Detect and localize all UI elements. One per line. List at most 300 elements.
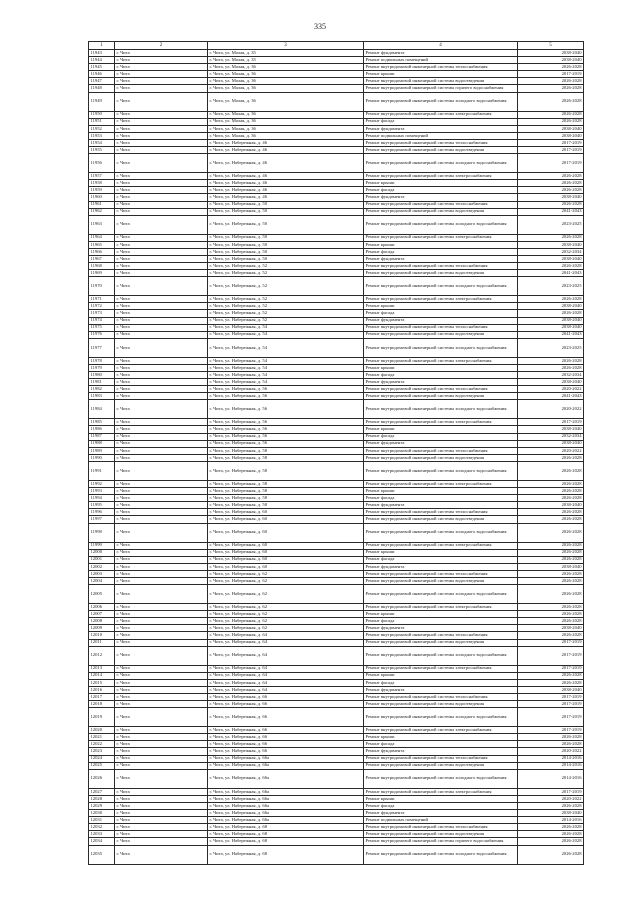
settlement-cell: г. Чита	[115, 679, 208, 686]
work-type-cell: Ремонт внутридомовой инженерной системы теплоснабжения	[364, 694, 518, 701]
settlement-cell: г. Чита	[115, 694, 208, 701]
address-cell: г. Чита, ул. Набережная, д. 60	[208, 549, 364, 556]
settlement-cell: г. Чита	[115, 147, 208, 154]
period-cell: 2026-2028	[518, 516, 584, 523]
row-number-cell: 12011	[89, 639, 115, 646]
table-row	[89, 372, 584, 379]
address-cell: г. Чита, ул. Набережная, д. 66	[208, 701, 364, 708]
settlement-cell: г. Чита	[115, 741, 208, 748]
period-cell: 2020-2022	[518, 748, 584, 755]
row-number-cell: 11944	[89, 57, 115, 64]
work-type-cell: Ремонт крыши	[364, 549, 518, 556]
work-type-cell: Ремонт внутридомовой инженерной системы электроснабжения	[364, 480, 518, 487]
row-number-cell: 12021	[89, 734, 115, 741]
period-cell: 2020-2022	[518, 386, 584, 393]
table-row	[89, 50, 584, 57]
work-type-cell: Ремонт крыши	[364, 241, 518, 248]
period-cell: 2032-2034	[518, 433, 584, 440]
address-cell: г. Чита, ул. Малая, д. 35	[208, 50, 364, 57]
settlement-cell: г. Чита	[115, 125, 208, 132]
address-cell: г. Чита, ул. Набережная, д. 46	[208, 154, 364, 173]
work-type-cell: Ремонт внутридомовой инженерной системы водоотведения	[364, 762, 518, 769]
settlement-cell: г. Чита	[115, 748, 208, 755]
address-cell: г. Чита, ул. Набережная, д. 56	[208, 440, 364, 447]
table-row	[89, 632, 584, 639]
page-number: 335	[314, 22, 326, 31]
row-number-cell: 12015	[89, 679, 115, 686]
address-cell: г. Чита, ул. Набережная, д. 66а	[208, 817, 364, 824]
settlement-cell: г. Чита	[115, 71, 208, 78]
row-number-cell: 12029	[89, 802, 115, 809]
row-number-cell: 11998	[89, 523, 115, 542]
column-header-4: 4	[364, 42, 518, 50]
settlement-cell: г. Чита	[115, 255, 208, 262]
table-row	[89, 795, 584, 802]
work-type-cell: Ремонт внутридомовой инженерной системы теплоснабжения	[364, 386, 518, 393]
row-number-cell: 11946	[89, 71, 115, 78]
row-number-cell: 11945	[89, 64, 115, 71]
table-row	[89, 324, 584, 331]
table-row	[89, 433, 584, 440]
work-type-cell: Ремонт внутридомовой инженерной системы электроснабжения	[364, 788, 518, 795]
row-number-cell: 12007	[89, 611, 115, 618]
settlement-cell: г. Чита	[115, 310, 208, 317]
work-type-cell: Ремонт внутридомовой инженерной системы электроснабжения	[364, 604, 518, 611]
settlement-cell: г. Чита	[115, 303, 208, 310]
settlement-cell: г. Чита	[115, 447, 208, 454]
period-cell: 2032-2034	[518, 248, 584, 255]
settlement-cell: г. Чита	[115, 201, 208, 208]
period-cell: 2026-2028	[518, 454, 584, 461]
work-type-cell: Ремонт внутридомовой инженерной системы электроснабжения	[364, 665, 518, 672]
address-cell: г. Чита, ул. Набережная, д. 68	[208, 838, 364, 845]
address-cell: г. Чита, ул. Набережная, д. 66а	[208, 810, 364, 817]
address-cell: г. Чита, ул. Набережная, д. 56	[208, 419, 364, 426]
settlement-cell: г. Чита	[115, 686, 208, 693]
row-number-cell: 11954	[89, 139, 115, 146]
row-number-cell: 11970	[89, 277, 115, 296]
period-cell: 2026-2028	[518, 201, 584, 208]
address-cell: г. Чита, ул. Набережная, д. 58	[208, 447, 364, 454]
table-row	[89, 665, 584, 672]
work-type-cell: Ремонт внутридомовой инженерной системы горячего водоснабжения	[364, 85, 518, 92]
period-cell: 2038-2040	[518, 194, 584, 201]
work-type-cell: Ремонт фасада	[364, 495, 518, 502]
table-row	[89, 625, 584, 632]
period-cell: 2023-2025	[518, 338, 584, 357]
row-number-cell: 12009	[89, 625, 115, 632]
settlement-cell: г. Чита	[115, 331, 208, 338]
row-number-cell: 12013	[89, 665, 115, 672]
period-cell: 2038-2040	[518, 686, 584, 693]
row-number-cell: 12003	[89, 570, 115, 577]
period-cell: 2038-2040	[518, 440, 584, 447]
work-type-cell: Ремонт фасада	[364, 679, 518, 686]
work-type-cell: Ремонт фасада	[364, 372, 518, 379]
address-cell: г. Чита, ул. Набережная, д. 62	[208, 585, 364, 604]
settlement-cell: г. Чита	[115, 111, 208, 118]
work-type-cell: Ремонт фундамента	[364, 748, 518, 755]
period-cell: 2017-2019	[518, 665, 584, 672]
period-cell: 2014-2016	[518, 817, 584, 824]
settlement-cell: г. Чита	[115, 810, 208, 817]
table-row	[89, 132, 584, 139]
work-type-cell: Ремонт внутридомовой инженерной системы электроснабжения	[364, 419, 518, 426]
work-type-cell: Ремонт фундамента	[364, 317, 518, 324]
period-cell: 2026-2028	[518, 234, 584, 241]
row-number-cell: 12014	[89, 672, 115, 679]
work-type-cell: Ремонт фундамента	[364, 50, 518, 57]
period-cell: 2020-2022	[518, 400, 584, 419]
settlement-cell: г. Чита	[115, 379, 208, 386]
period-cell: 2038-2040	[518, 317, 584, 324]
work-type-cell: Ремонт крыши	[364, 734, 518, 741]
work-type-cell: Ремонт внутридомовой инженерной системы водоотведения	[364, 331, 518, 338]
period-cell: 2020-2022	[518, 447, 584, 454]
table-row	[89, 679, 584, 686]
row-number-cell: 12008	[89, 618, 115, 625]
address-cell: г. Чита, ул. Набережная, д. 56	[208, 393, 364, 400]
row-number-cell: 12034	[89, 838, 115, 845]
table-row	[89, 241, 584, 248]
row-number-cell: 11968	[89, 263, 115, 270]
table-row	[89, 577, 584, 584]
address-cell: г. Чита, ул. Набережная, д. 60	[208, 542, 364, 549]
address-cell: г. Чита, ул. Набережная, д. 50	[208, 248, 364, 255]
row-number-cell: 11980	[89, 372, 115, 379]
row-number-cell: 11943	[89, 50, 115, 57]
row-number-cell: 11974	[89, 317, 115, 324]
settlement-cell: г. Чита	[115, 708, 208, 727]
settlement-cell: г. Чита	[115, 386, 208, 393]
period-cell: 2026-2028	[518, 173, 584, 180]
row-number-cell: 11984	[89, 400, 115, 419]
address-cell: г. Чита, ул. Набережная, д. 64	[208, 632, 364, 639]
period-cell: 2023-2025	[518, 277, 584, 296]
work-type-cell: Ремонт внутридомовой инженерной системы электроснабжения	[364, 111, 518, 118]
table-row	[89, 419, 584, 426]
table-row	[89, 769, 584, 788]
table-row	[89, 71, 584, 78]
settlement-cell: г. Чита	[115, 194, 208, 201]
period-cell: 2026-2028	[518, 180, 584, 187]
table-row	[89, 393, 584, 400]
work-type-cell: Ремонт внутридомовой инженерной системы теплоснабжения	[364, 447, 518, 454]
row-number-cell: 11978	[89, 357, 115, 364]
address-cell: г. Чита, ул. Набережная, д. 54	[208, 338, 364, 357]
settlement-cell: г. Чита	[115, 132, 208, 139]
row-number-cell: 11962	[89, 208, 115, 215]
table-row	[89, 331, 584, 338]
address-cell: г. Чита, ул. Набережная, д. 60	[208, 556, 364, 563]
work-type-cell: Ремонт внутридомовой инженерной системы водоотведения	[364, 454, 518, 461]
settlement-cell: г. Чита	[115, 454, 208, 461]
table-row	[89, 173, 584, 180]
table-row	[89, 180, 584, 187]
address-cell: г. Чита, ул. Набережная, д. 66а	[208, 802, 364, 809]
table-row	[89, 686, 584, 693]
period-cell: 2026-2028	[518, 92, 584, 111]
table-row	[89, 495, 584, 502]
settlement-cell: г. Чита	[115, 372, 208, 379]
row-number-cell: 12001	[89, 556, 115, 563]
address-cell: г. Чита, ул. Набережная, д. 50	[208, 208, 364, 215]
period-cell: 2041-2043	[518, 270, 584, 277]
address-cell: г. Чита, ул. Набережная, д. 64	[208, 639, 364, 646]
work-type-cell: Ремонт фундамента	[364, 625, 518, 632]
settlement-cell: г. Чита	[115, 400, 208, 419]
address-cell: г. Чита, ул. Набережная, д. 60	[208, 509, 364, 516]
settlement-cell: г. Чита	[115, 516, 208, 523]
address-cell: г. Чита, ул. Набережная, д. 64	[208, 686, 364, 693]
work-type-cell: Ремонт внутридомовой инженерной системы теплоснабжения	[364, 824, 518, 831]
column-header-1: 1	[89, 42, 115, 50]
row-number-cell: 12019	[89, 708, 115, 727]
work-type-cell: Ремонт фундамента	[364, 563, 518, 570]
address-cell: г. Чита, ул. Набережная, д. 64	[208, 672, 364, 679]
work-type-cell: Ремонт крыши	[364, 611, 518, 618]
period-cell: 2038-2040	[518, 324, 584, 331]
row-number-cell: 12022	[89, 741, 115, 748]
table-row	[89, 831, 584, 838]
table-row	[89, 57, 584, 64]
row-number-cell: 11963	[89, 215, 115, 234]
address-cell: г. Чита, ул. Набережная, д. 62	[208, 611, 364, 618]
row-number-cell: 12035	[89, 845, 115, 864]
table-row	[89, 755, 584, 762]
row-number-cell: 11977	[89, 338, 115, 357]
period-cell: 2026-2028	[518, 187, 584, 194]
period-cell: 2038-2040	[518, 502, 584, 509]
address-cell: г. Чита, ул. Набережная, д. 66а	[208, 788, 364, 795]
address-cell: г. Чита, ул. Набережная, д. 60	[208, 516, 364, 523]
row-number-cell: 12002	[89, 563, 115, 570]
work-type-cell: Ремонт внутридомовой инженерной системы водоотведения	[364, 701, 518, 708]
settlement-cell: г. Чита	[115, 563, 208, 570]
row-number-cell: 11958	[89, 180, 115, 187]
period-cell: 2026-2028	[518, 556, 584, 563]
table-row	[89, 296, 584, 303]
settlement-cell: г. Чита	[115, 632, 208, 639]
period-cell: 2026-2028	[518, 509, 584, 516]
row-number-cell: 12032	[89, 824, 115, 831]
address-cell: г. Чита, ул. Набережная, д. 52	[208, 277, 364, 296]
settlement-cell: г. Чита	[115, 523, 208, 542]
settlement-cell: г. Чита	[115, 672, 208, 679]
address-cell: г. Чита, ул. Набережная, д. 58	[208, 454, 364, 461]
address-cell: г. Чита, ул. Малая, д. 36	[208, 85, 364, 92]
table-row	[89, 646, 584, 665]
settlement-cell: г. Чита	[115, 426, 208, 433]
table-row	[89, 139, 584, 146]
period-cell: 2026-2028	[518, 734, 584, 741]
row-number-cell: 11971	[89, 296, 115, 303]
period-cell: 2017-2019	[518, 639, 584, 646]
table-row	[89, 85, 584, 92]
table-row	[89, 386, 584, 393]
row-number-cell: 11981	[89, 379, 115, 386]
work-type-cell: Ремонт внутридомовой инженерной системы водоотведения	[364, 577, 518, 584]
settlement-cell: г. Чита	[115, 769, 208, 788]
row-number-cell: 11987	[89, 433, 115, 440]
settlement-cell: г. Чита	[115, 440, 208, 447]
settlement-cell: г. Чита	[115, 208, 208, 215]
table-row	[89, 234, 584, 241]
address-cell: г. Чита, ул. Набережная, д. 68	[208, 845, 364, 864]
settlement-cell: г. Чита	[115, 154, 208, 173]
address-cell: г. Чита, ул. Набережная, д. 60	[208, 563, 364, 570]
period-cell: 2038-2040	[518, 810, 584, 817]
work-type-cell: Ремонт фундамента	[364, 502, 518, 509]
address-cell: г. Чита, ул. Малая, д. 36	[208, 118, 364, 125]
work-type-cell: Ремонт внутридомовой инженерной системы холодного водоснабжения	[364, 523, 518, 542]
row-number-cell: 12033	[89, 831, 115, 838]
work-type-cell: Ремонт внутридомовой инженерной системы теплоснабжения	[364, 324, 518, 331]
work-type-cell: Ремонт внутридомовой инженерной системы электроснабжения	[364, 173, 518, 180]
table-row	[89, 125, 584, 132]
period-cell: 2026-2028	[518, 263, 584, 270]
settlement-cell: г. Чита	[115, 357, 208, 364]
table-row	[89, 317, 584, 324]
period-cell: 2026-2028	[518, 542, 584, 549]
settlement-cell: г. Чита	[115, 241, 208, 248]
address-cell: г. Чита, ул. Малая, д. 36	[208, 64, 364, 71]
table-row	[89, 364, 584, 371]
table-row	[89, 310, 584, 317]
row-number-cell: 12016	[89, 686, 115, 693]
table-row	[89, 516, 584, 523]
settlement-cell: г. Чита	[115, 139, 208, 146]
capital-repair-register-table	[88, 41, 584, 865]
table-row	[89, 64, 584, 71]
table-row	[89, 570, 584, 577]
row-number-cell: 11975	[89, 324, 115, 331]
period-cell: 2038-2040	[518, 379, 584, 386]
table-row	[89, 523, 584, 542]
settlement-cell: г. Чита	[115, 802, 208, 809]
work-type-cell: Ремонт внутридомовой инженерной системы холодного водоснабжения	[364, 708, 518, 727]
row-number-cell: 11955	[89, 147, 115, 154]
work-type-cell: Ремонт внутридомовой инженерной системы теплоснабжения	[364, 755, 518, 762]
settlement-cell: г. Чита	[115, 611, 208, 618]
work-type-cell: Ремонт внутридомовой инженерной системы водоотведения	[364, 831, 518, 838]
period-cell: 2038-2040	[518, 57, 584, 64]
table-row	[89, 447, 584, 454]
column-header-3: 3	[208, 42, 364, 50]
table-row	[89, 708, 584, 727]
settlement-cell: г. Чита	[115, 542, 208, 549]
address-cell: г. Чита, ул. Малая, д. 36	[208, 78, 364, 85]
settlement-cell: г. Чита	[115, 755, 208, 762]
settlement-cell: г. Чита	[115, 324, 208, 331]
work-type-cell: Ремонт подвальных помещений	[364, 817, 518, 824]
address-cell: г. Чита, ул. Набережная, д. 62	[208, 604, 364, 611]
table-row	[89, 810, 584, 817]
address-cell: г. Чита, ул. Набережная, д. 50	[208, 255, 364, 262]
period-cell: 2026-2028	[518, 310, 584, 317]
table-row	[89, 488, 584, 495]
table-row	[89, 542, 584, 549]
settlement-cell: г. Чита	[115, 85, 208, 92]
table-row	[89, 426, 584, 433]
work-type-cell: Ремонт внутридомовой инженерной системы холодного водоснабжения	[364, 845, 518, 864]
row-number-cell: 12012	[89, 646, 115, 665]
row-number-cell: 11961	[89, 201, 115, 208]
row-number-cell: 11988	[89, 440, 115, 447]
table-row	[89, 480, 584, 487]
period-cell: 2038-2040	[518, 125, 584, 132]
address-cell: г. Чита, ул. Набережная, д. 52	[208, 270, 364, 277]
work-type-cell: Ремонт внутридомовой инженерной системы электроснабжения	[364, 234, 518, 241]
period-cell: 2026-2028	[518, 549, 584, 556]
row-number-cell: 11994	[89, 495, 115, 502]
settlement-cell: г. Чита	[115, 296, 208, 303]
row-number-cell: 12031	[89, 817, 115, 824]
period-cell: 2032-2034	[518, 372, 584, 379]
row-number-cell: 11967	[89, 255, 115, 262]
work-type-cell: Ремонт фасада	[364, 248, 518, 255]
row-number-cell: 11969	[89, 270, 115, 277]
work-type-cell: Ремонт внутридомовой инженерной системы холодного водоснабжения	[364, 461, 518, 480]
address-cell: г. Чита, ул. Набережная, д. 66	[208, 708, 364, 727]
row-number-cell: 11965	[89, 241, 115, 248]
address-cell: г. Чита, ул. Набережная, д. 56	[208, 433, 364, 440]
table-row	[89, 454, 584, 461]
settlement-cell: г. Чита	[115, 180, 208, 187]
settlement-cell: г. Чита	[115, 509, 208, 516]
row-number-cell: 12026	[89, 769, 115, 788]
period-cell: 2026-2028	[518, 604, 584, 611]
period-cell: 2026-2028	[518, 364, 584, 371]
address-cell: г. Чита, ул. Набережная, д. 46	[208, 180, 364, 187]
row-number-cell: 12005	[89, 585, 115, 604]
table-row	[89, 639, 584, 646]
row-number-cell: 11993	[89, 488, 115, 495]
row-number-cell: 11947	[89, 78, 115, 85]
address-cell: г. Чита, ул. Набережная, д. 52	[208, 296, 364, 303]
address-cell: г. Чита, ул. Набережная, д. 52	[208, 263, 364, 270]
settlement-cell: г. Чита	[115, 556, 208, 563]
period-cell: 2038-2040	[518, 50, 584, 57]
period-cell: 2038-2040	[518, 563, 584, 570]
work-type-cell: Ремонт фасада	[364, 118, 518, 125]
settlement-cell: г. Чита	[115, 795, 208, 802]
work-type-cell: Ремонт подвальных помещений	[364, 132, 518, 139]
settlement-cell: г. Чита	[115, 461, 208, 480]
settlement-cell: г. Чита	[115, 570, 208, 577]
address-cell: г. Чита, ул. Набережная, д. 66	[208, 741, 364, 748]
row-number-cell: 12025	[89, 762, 115, 769]
address-cell: г. Чита, ул. Набережная, д. 68	[208, 824, 364, 831]
row-number-cell: 12004	[89, 577, 115, 584]
work-type-cell: Ремонт фасада	[364, 187, 518, 194]
address-cell: г. Чита, ул. Набережная, д. 52	[208, 317, 364, 324]
period-cell: 2026-2028	[518, 672, 584, 679]
work-type-cell: Ремонт фундамента	[364, 125, 518, 132]
settlement-cell: г. Чита	[115, 831, 208, 838]
address-cell: г. Чита, ул. Набережная, д. 54	[208, 324, 364, 331]
work-type-cell: Ремонт внутридомовой инженерной системы водоотведения	[364, 78, 518, 85]
table-row	[89, 502, 584, 509]
work-type-cell: Ремонт внутридомовой инженерной системы водоотведения	[364, 208, 518, 215]
work-type-cell: Ремонт фундамента	[364, 686, 518, 693]
address-cell: г. Чита, ул. Набережная, д. 58	[208, 488, 364, 495]
row-number-cell: 11979	[89, 364, 115, 371]
table-row	[89, 270, 584, 277]
settlement-cell: г. Чита	[115, 78, 208, 85]
table-row	[89, 509, 584, 516]
address-cell: г. Чита, ул. Набережная, д. 66а	[208, 755, 364, 762]
